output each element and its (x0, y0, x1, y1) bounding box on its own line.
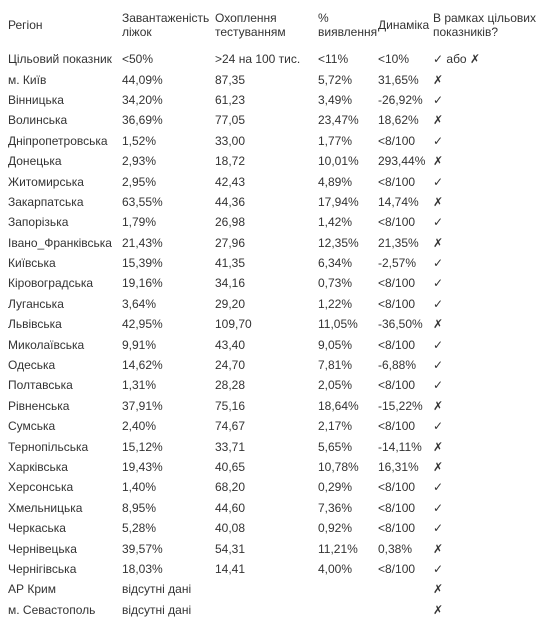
table-row (0, 498, 548, 518)
within-targets-cell: ✓ (433, 561, 444, 576)
dynamics-cell: -6,88% (378, 358, 417, 373)
bed-occupancy-cell: 36,69% (122, 113, 163, 128)
testing-coverage-cell: 74,67 (215, 419, 246, 434)
detection-rate-cell: 2,17% (318, 419, 353, 434)
testing-coverage-cell: 27,96 (215, 235, 246, 250)
detection-rate-cell: 11,05% (318, 317, 358, 332)
detection-rate-cell: 0,73% (318, 276, 353, 291)
bed-occupancy-cell: 15,39% (122, 256, 163, 271)
region-cell: Харківська (8, 460, 68, 474)
within-targets-cell: ✗ (433, 460, 444, 474)
table-row (0, 457, 548, 477)
detection-rate-cell: 4,00% (318, 561, 353, 576)
region-cell: Одеська (8, 358, 56, 373)
detection-rate-cell: 5,72% (318, 72, 353, 87)
within-targets-cell: ✓ (433, 358, 444, 373)
table-row (0, 355, 548, 375)
region-cell: Сумська (8, 419, 56, 434)
bed-occupancy-cell: 18,03% (122, 561, 163, 576)
table-header (0, 0, 548, 49)
region-cell: Чернігівська (8, 561, 77, 576)
dynamics-cell: 0,38% (378, 541, 413, 556)
detection-rate-cell: <11% (318, 52, 349, 67)
region-cell: Чернівецька (8, 541, 77, 556)
detection-rate-cell: 6,34% (318, 256, 353, 271)
dynamics-cell: 31,65% (378, 72, 419, 87)
testing-coverage-cell: 40,08 (215, 521, 246, 536)
dynamics-cell: 21,35% (378, 235, 419, 250)
detection-rate-cell: 10,78% (318, 460, 359, 474)
region-cell: Донецька (8, 154, 62, 169)
within-targets-cell: ✗ (433, 439, 444, 454)
dynamics-cell: <8/100 (378, 337, 416, 352)
detection-rate-cell: 7,81% (318, 358, 353, 373)
header-bed-occupancy: Завантаженість ліжок (122, 10, 210, 39)
bed-occupancy-cell: 37,91% (122, 398, 163, 413)
dynamics-cell: <8/100 (378, 480, 416, 495)
testing-coverage-cell: 44,60 (215, 500, 246, 515)
testing-coverage-cell: 87,35 (215, 72, 246, 87)
bed-occupancy-cell: 2,95% (122, 174, 157, 189)
bed-occupancy-cell: відсутні дані (122, 602, 192, 617)
testing-coverage-cell: 75,16 (215, 398, 246, 413)
testing-coverage-cell: 54,31 (215, 541, 246, 556)
testing-coverage-cell: 68,20 (215, 480, 246, 495)
bed-occupancy-cell: 34,20% (122, 92, 163, 107)
table-row (0, 396, 548, 416)
table-row (0, 110, 548, 130)
within-targets-cell: ✓ (433, 500, 444, 515)
testing-coverage-cell: 44,36 (215, 194, 246, 209)
bed-occupancy-cell: 1,79% (122, 215, 157, 230)
bed-occupancy-cell: 3,64% (122, 296, 157, 311)
table-row (0, 518, 548, 538)
dynamics-cell (370, 600, 425, 620)
table-row (0, 273, 548, 293)
region-cell: Херсонська (8, 480, 74, 495)
region-cell: Житомирська (8, 174, 84, 189)
dynamics-cell: <8/100 (378, 174, 416, 189)
within-targets-cell: ✗ (433, 113, 444, 128)
testing-coverage-cell: 40,65 (215, 460, 246, 474)
within-targets-cell: ✓ або ✗ (433, 52, 480, 67)
detection-rate-cell: 10,01% (318, 154, 359, 169)
region-cell: Запорізька (8, 215, 69, 230)
detection-rate-cell: 3,49% (318, 92, 353, 107)
dynamics-cell: -26,92% (378, 92, 423, 107)
detection-rate-cell: 4,89% (318, 174, 353, 189)
table-row (0, 90, 548, 110)
dynamics-cell: <8/100 (378, 419, 416, 434)
within-targets-cell: ✓ (433, 133, 444, 148)
testing-coverage-cell: 77,05 (215, 113, 246, 128)
region-cell: Цільовий показник (8, 52, 112, 67)
dynamics-cell: <8/100 (378, 561, 416, 576)
detection-rate-cell (310, 600, 370, 620)
table-row (0, 314, 548, 334)
testing-coverage-cell (207, 600, 310, 620)
dynamics-cell: -36,50% (378, 317, 423, 332)
detection-rate-cell: 0,29% (318, 480, 353, 495)
region-cell: м. Київ (8, 72, 47, 87)
region-cell: Миколаївська (8, 337, 85, 352)
detection-rate-cell: 23,47% (318, 113, 359, 128)
testing-coverage-cell: >24 на 100 тис. (215, 52, 301, 67)
testing-coverage-cell (207, 579, 310, 599)
within-targets-cell: ✗ (433, 194, 444, 209)
bed-occupancy-cell: 5,28% (122, 521, 157, 536)
testing-coverage-cell: 28,28 (215, 378, 246, 393)
bed-occupancy-cell: 19,16% (122, 276, 163, 291)
table-row (0, 151, 548, 171)
bed-occupancy-cell: <50% (122, 52, 154, 67)
region-cell: Вінницька (8, 92, 64, 107)
within-targets-cell: ✗ (433, 154, 444, 169)
table-body (0, 49, 548, 620)
dynamics-cell: <8/100 (378, 215, 416, 230)
table-row (0, 253, 548, 273)
within-targets-cell: ✓ (433, 378, 444, 393)
bed-occupancy-cell: 2,93% (122, 154, 157, 169)
dynamics-cell: <8/100 (378, 521, 416, 536)
within-targets-cell: ✗ (433, 398, 444, 413)
within-targets-cell: ✗ (433, 317, 444, 332)
detection-rate-cell: 9,05% (318, 337, 353, 352)
table-row (0, 559, 548, 579)
testing-coverage-cell: 33,00 (215, 133, 246, 148)
region-cell: Рівненська (8, 398, 70, 413)
testing-coverage-cell: 29,20 (215, 296, 246, 311)
bed-occupancy-cell: 39,57% (122, 541, 163, 556)
region-cell: Івано_Франківська (8, 235, 112, 250)
detection-rate-cell: 1,77% (318, 133, 353, 148)
detection-rate-cell: 7,36% (318, 500, 353, 515)
within-targets-cell: ✓ (433, 480, 444, 495)
dynamics-cell: <8/100 (378, 276, 416, 291)
testing-coverage-cell: 43,40 (215, 337, 246, 352)
region-cell: Луганська (8, 296, 64, 311)
testing-coverage-cell: 14,41 (215, 561, 246, 576)
region-cell: Закарпатська (8, 194, 84, 209)
testing-coverage-cell: 34,16 (215, 276, 246, 291)
region-cell: Тернопільська (8, 439, 89, 454)
table-row (0, 477, 548, 497)
table-row (0, 579, 548, 599)
region-cell: Київська (8, 256, 56, 271)
table-row (0, 212, 548, 232)
header-region: Регіон (8, 17, 43, 32)
within-targets-cell: ✓ (433, 521, 444, 536)
region-cell: Хмельницька (8, 500, 83, 515)
bed-occupancy-cell: 1,31% (122, 378, 157, 393)
bed-occupancy-cell: 63,55% (122, 194, 163, 209)
detection-rate-cell: 2,05% (318, 378, 353, 393)
bed-occupancy-cell: 1,52% (122, 133, 157, 148)
dynamics-cell: -14,11% (378, 439, 422, 454)
dynamics-cell: -15,22% (378, 398, 423, 413)
within-targets-cell: ✗ (433, 582, 444, 597)
detection-rate-cell: 0,92% (318, 521, 353, 536)
dynamics-cell: 18,62% (378, 113, 419, 128)
bed-occupancy-cell: 21,43% (122, 235, 163, 250)
table-row (0, 171, 548, 191)
dynamics-cell: -2,57% (378, 256, 417, 271)
testing-coverage-cell: 109,70 (215, 317, 252, 332)
within-targets-cell: ✓ (433, 92, 444, 107)
testing-coverage-cell: 26,98 (215, 215, 246, 230)
testing-coverage-cell: 41,35 (215, 256, 246, 271)
detection-rate-cell: 17,94% (318, 194, 359, 209)
within-targets-cell: ✓ (433, 215, 444, 230)
within-targets-cell: ✗ (433, 602, 444, 617)
region-cell: Черкаська (8, 521, 66, 536)
bed-occupancy-cell: 15,12% (122, 439, 163, 454)
dynamics-cell: 16,31% (378, 460, 419, 474)
table-row (0, 69, 548, 89)
table-row (0, 294, 548, 314)
bed-occupancy-cell: 44,09% (122, 72, 163, 87)
table-row (0, 334, 548, 354)
table-row (0, 416, 548, 436)
table-row (0, 375, 548, 395)
dynamics-cell: <8/100 (378, 378, 416, 393)
detection-rate-cell: 18,64% (318, 398, 359, 413)
header-detection-rate: % виявлення (318, 10, 378, 39)
detection-rate-cell (310, 579, 370, 599)
bed-occupancy-cell: 42,95% (122, 317, 163, 332)
dynamics-cell: <8/100 (378, 296, 416, 311)
within-targets-cell: ✓ (433, 174, 444, 189)
detection-rate-cell: 11,21% (318, 541, 358, 556)
region-cell: Кіровоградська (8, 276, 94, 291)
region-cell: м. Севастополь (8, 602, 96, 617)
within-targets-cell: ✓ (433, 276, 444, 291)
within-targets-cell: ✓ (433, 337, 444, 352)
testing-coverage-cell: 42,43 (215, 174, 246, 189)
detection-rate-cell: 12,35% (318, 235, 359, 250)
dynamics-cell: 14,74% (378, 194, 419, 209)
detection-rate-cell: 1,22% (318, 296, 353, 311)
within-targets-cell: ✓ (433, 419, 444, 434)
testing-coverage-cell: 24,70 (215, 358, 246, 373)
region-cell: Дніпропетровська (8, 133, 108, 148)
bed-occupancy-cell: 19,43% (122, 460, 163, 474)
dynamics-cell: <8/100 (378, 133, 416, 148)
bed-occupancy-cell: 2,40% (122, 419, 157, 434)
within-targets-cell: ✓ (433, 296, 444, 311)
region-cell: Волинська (8, 113, 68, 128)
header-dynamics: Динаміка (378, 17, 430, 32)
dynamics-cell (370, 579, 425, 599)
table-row (0, 436, 548, 456)
bed-occupancy-cell: відсутні дані (122, 582, 192, 597)
table-row (0, 600, 548, 620)
header-testing-coverage: Охоплення тестуванням (215, 10, 286, 39)
dynamics-cell: <10% (378, 52, 410, 67)
header-within-targets: В рамках цільових показників? (433, 10, 537, 39)
region-cell: Львівська (8, 317, 62, 332)
testing-coverage-cell: 18,72 (215, 154, 246, 169)
bed-occupancy-cell: 8,95% (122, 500, 157, 515)
target-values-row (0, 49, 548, 69)
table-row (0, 192, 548, 212)
dynamics-cell: <8/100 (378, 500, 416, 515)
testing-coverage-cell: 61,23 (215, 92, 246, 107)
testing-coverage-cell: 33,71 (215, 439, 246, 454)
within-targets-cell: ✗ (433, 72, 444, 87)
region-cell: АР Крим (8, 582, 56, 597)
table-row (0, 131, 548, 151)
table-row (0, 538, 548, 558)
detection-rate-cell: 5,65% (318, 439, 353, 454)
detection-rate-cell: 1,42% (318, 215, 353, 230)
within-targets-cell: ✗ (433, 235, 444, 250)
within-targets-cell: ✗ (433, 541, 444, 556)
bed-occupancy-cell: 9,91% (122, 337, 157, 352)
region-cell: Полтавська (8, 378, 73, 393)
header-row (0, 0, 548, 49)
bed-occupancy-cell: 1,40% (122, 480, 157, 495)
table-row (0, 233, 548, 253)
dynamics-cell: 293,44% (378, 154, 426, 169)
bed-occupancy-cell: 14,62% (122, 358, 163, 373)
within-targets-cell: ✓ (433, 256, 444, 271)
